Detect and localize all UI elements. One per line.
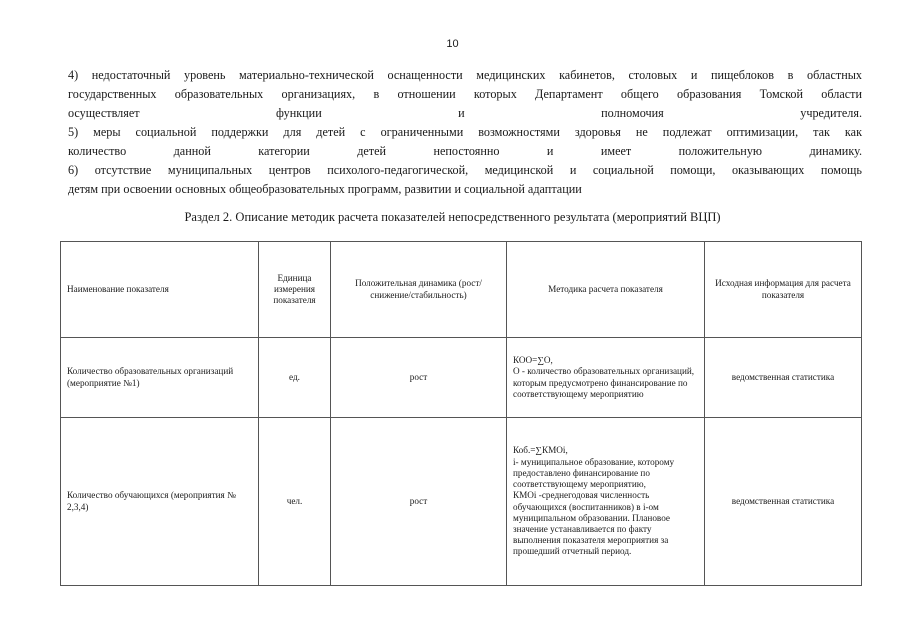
- cell-method: КОО=∑О, О - количество образовательных организаций, которым предусмотрено финансирование по соответствующему мероприятию: [507, 338, 705, 418]
- body-text: [68, 66, 862, 199]
- header-source: Исходная информация для расчета показателя: [705, 242, 862, 338]
- page-number: 10: [446, 38, 459, 50]
- cell-unit: ед.: [259, 338, 331, 418]
- paragraph-line: 6) отсутствие муниципальных центров психолого-педагогической, медицинской и социальной помощи, оказывающих помощь: [68, 163, 862, 177]
- cell-source: ведомственная статистика: [705, 338, 862, 418]
- header-indicator-name: Наименование показателя: [61, 242, 259, 338]
- cell-name: Количество обучающихся (мероприятия № 2,3,4): [61, 418, 259, 586]
- header-unit: Единица измерения показателя: [259, 242, 331, 338]
- cell-unit: чел.: [259, 418, 331, 586]
- paragraph-line: 5) меры социальной поддержки для детей с ограниченными возможностями здоровья не подлежат оптимизации, так как: [68, 125, 862, 139]
- table-header-row: [61, 242, 862, 338]
- cell-dynamics: рост: [331, 338, 507, 418]
- section-heading: Раздел 2. Описание методик расчета показателей непосредственного результата (мероприятий ВЦП): [184, 210, 721, 224]
- header-dynamics: Положительная динамика (рост/снижение/стабильность): [331, 242, 507, 338]
- paragraph-line: осуществляет функции и полномочия учредителя.: [68, 106, 862, 120]
- header-method: Методика расчета показателя: [507, 242, 705, 338]
- paragraph-line: количество данной категории детей непостоянно и имеет положительную динамику.: [68, 144, 862, 158]
- paragraph-line: государственных образовательных организациях, в отношении которых Департамент общего образования Томской области: [68, 87, 862, 101]
- table-row: [61, 418, 862, 586]
- methods-table: [60, 241, 862, 586]
- cell-method: Коб.=∑КМОi, i- муниципальное образование, которому предоставлено финансирование по соответствующему мероприятию, КМОi -среднегодовая численность обучающихся (воспитанников) в i-ом муниципальном образовании. Плановое значение устанавливается по факту выполнения показателя мероприятия за прошедший отчетный период.: [507, 418, 705, 586]
- cell-name: Количество образовательных организаций (мероприятие №1): [61, 338, 259, 418]
- paragraph-line: 4) недостаточный уровень материально-технической оснащенности медицинских кабинетов, столовых и пищеблоков в областных: [68, 68, 862, 82]
- paragraph-line: детям при освоении основных общеобразовательных программ, развитии и социальной адаптации: [68, 182, 582, 196]
- cell-dynamics: рост: [331, 418, 507, 586]
- cell-source: ведомственная статистика: [705, 418, 862, 586]
- table-row: [61, 338, 862, 418]
